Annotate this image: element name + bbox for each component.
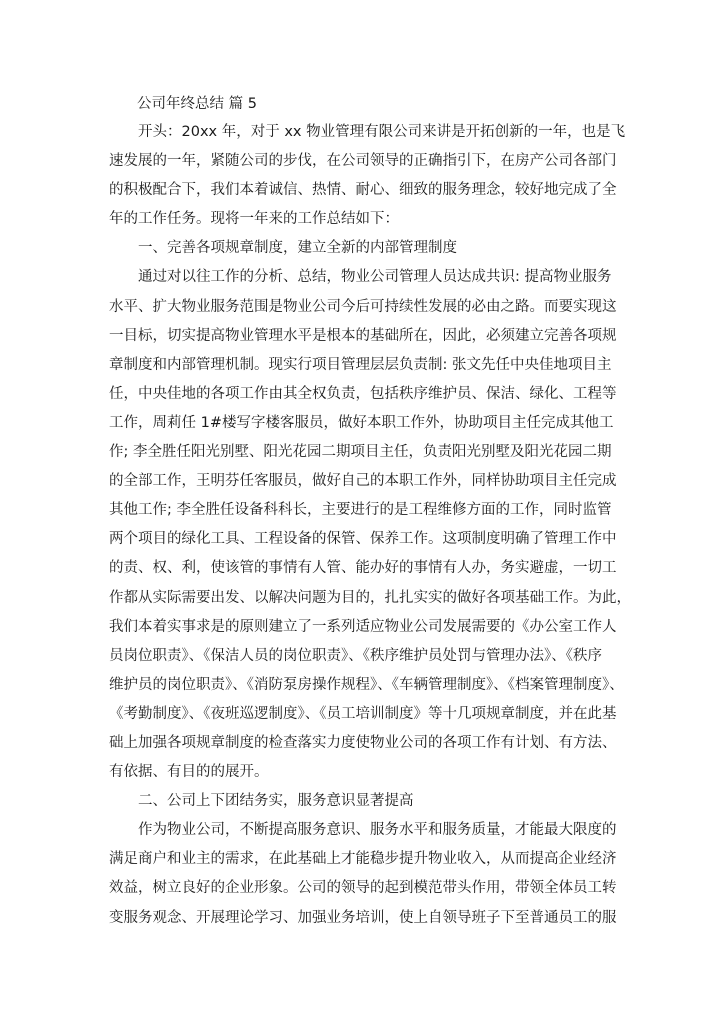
text-line: 维护员的岗位职责》、《消防泵房操作规程》、《车辆管理制度》、《档案管理制度》、 <box>109 676 624 693</box>
text-line: 的积极配合下，我们本着诚信、热情、耐心、细致的服务理念，较好地完成了全 <box>109 182 617 199</box>
paragraph <box>109 787 619 816</box>
text-line: 作为物业公司，不断提高服务意识、服务水平和服务质量，才能最大限度的 <box>138 822 617 839</box>
text-line: 开头：20xx 年，对于 xx 物业管理有限公司来讲是开拓创新的一年，也是飞 <box>138 124 626 140</box>
text-line: 《考勤制度》、《夜班巡逻制度》、《员工培训制度》等十几项规章制度，并在此基 <box>109 705 617 722</box>
document-body <box>109 90 631 933</box>
paragraph <box>109 816 619 932</box>
document-title: 公司年终总结 篇 5 <box>137 96 257 112</box>
paragraph <box>109 234 619 263</box>
text-line: 章制度和内部管理机制。现实行项目管理层层负责制: 张文先任中央佳地项目主 <box>109 356 612 373</box>
paragraph <box>109 118 626 234</box>
text-line: 效益，树立良好的企业形象。公司的领导的起到模范带头作用，带领全体员工转 <box>109 880 617 897</box>
text-line: 员岗位职责》、《保洁人员的岗位职责》、《秩序维护员处罚与管理办法》、《秩序 <box>109 647 602 664</box>
text-line: 任，中央佳地的各项工作由其全权负责，包括秩序维护员、保洁、绿化、工程等 <box>109 385 617 402</box>
text-line: 水平、扩大物业服务范围是物业公司今后可持续性发展的必由之路。而要实现这 <box>109 298 617 315</box>
text-line: 变服务观念、开展理论学习、加强业务培训，使上自领导班子下至普通员工的服 <box>109 909 617 926</box>
text-line: 年的工作任务。现将一年来的工作总结如下： <box>109 211 399 228</box>
text-line: 工作，周莉任 1#楼写字楼客服员，做好本职工作外，协助项目主任完成其他工 <box>109 414 614 431</box>
text-line: 作; 李全胜任阳光别墅、阳光花园二期项目主任，负责阳光别墅及阳光花园二期 <box>109 444 612 461</box>
text-line: 的全部工作，王明芬任客服员，做好自己的本职工作外，同样协助项目主任完成 <box>109 473 617 490</box>
text-line: 通过对以往工作的分析、总结，物业公司管理人员达成共识: 提高物业服务 <box>138 269 612 286</box>
text-line: 有依据、有目的的展开。 <box>109 764 269 781</box>
paragraph-container <box>109 118 631 933</box>
text-line: 我们本着实事求是的原则建立了一系列适应物业公司发展需要的《办公室工作人 <box>109 618 617 635</box>
text-line: 其他工作; 李全胜任设备科科长，主要进行的是工程维修方面的工作，同时监管 <box>109 502 612 519</box>
text-line: 一目标，切实提高物业管理水平是根本的基础所在，因此，必须建立完善各项规 <box>109 327 617 344</box>
text-line: 二、公司上下团结务实，服务意识显著提高 <box>138 793 414 810</box>
text-line: 一、完善各项规章制度，建立全新的内部管理制度 <box>138 240 457 257</box>
text-line: 满足商户和业主的需求，在此基础上才能稳步提升物业收入，从而提高企业经济 <box>109 851 617 868</box>
text-line: 速发展的一年，紧随公司的步伐，在公司领导的正确指引下，在房产公司各部门 <box>109 153 617 170</box>
text-line: 作都从实际需要出发、以解决问题为目的，扎扎实实的做好各项基础工作。为此， <box>109 589 631 606</box>
paragraph <box>109 263 631 787</box>
text-line: 两个项目的绿化工具、工程设备的保管、保养工作。这项制度明确了管理工作中 <box>109 531 617 548</box>
text-line: 础上加强各项规章制度的检查落实力度使物业公司的各项工作有计划、有方法、 <box>109 734 617 751</box>
text-line: 的责、权、利，使该管的事情有人管、能办好的事情有人办，务实避虚，一切工 <box>109 560 617 577</box>
